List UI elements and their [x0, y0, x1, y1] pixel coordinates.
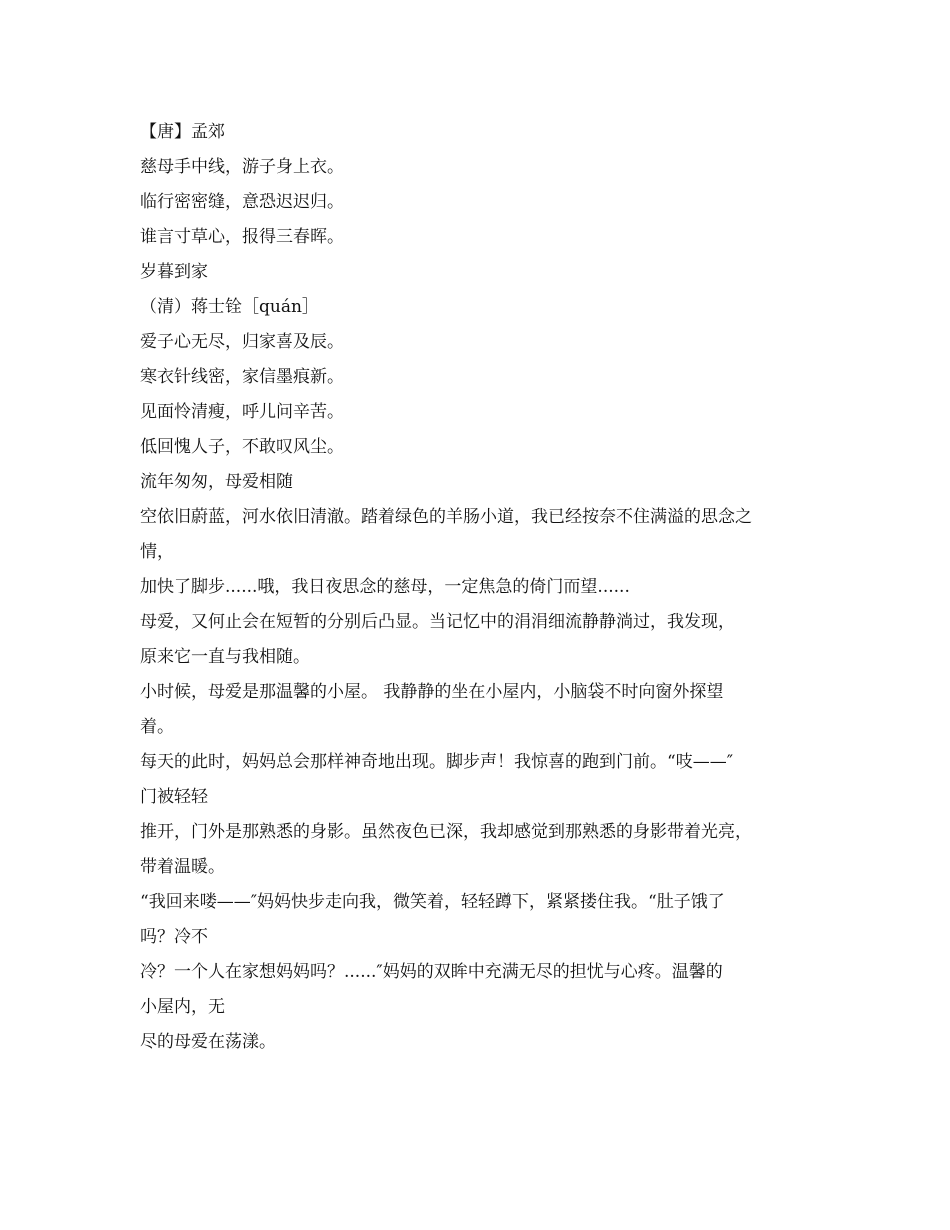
paragraph-line: 吗？冷不: [140, 927, 208, 947]
paragraph-line: 冷？一个人在家想妈妈吗？......″妈妈的双眸中充满无尽的担忧与心疼。温馨的: [140, 962, 723, 982]
document-body: [140, 115, 840, 1060]
poem-line-1: 爱子心无尽，归家喜及辰。: [140, 332, 344, 352]
paragraph-line: 情，: [140, 542, 174, 562]
poem-line-2: 寒衣针线密，家信墨痕新。: [140, 367, 344, 387]
paragraph-line: 母爱，又何止会在短暂的分别后凸显。当记忆中的涓涓细流静静淌过，我发现，: [140, 612, 735, 632]
paragraph-line: 空依旧蔚蓝，河水依旧清澈。踏着绿色的羊肠小道，我已经按奈不住满溢的思念之: [140, 507, 752, 527]
paragraph-line: 每天的此时，妈妈总会那样神奇地出现。脚步声！我惊喜的跑到门前。“吱——″: [140, 752, 734, 772]
paragraph-line: 加快了脚步......哦，我日夜思念的慈母，一定焦急的倚门而望......: [140, 577, 630, 597]
paragraph-line: 推开，门外是那熟悉的身影。虽然夜色已深，我却感觉到那熟悉的身影带着光亮，: [140, 822, 752, 842]
paragraph-line: 小时候，母爱是那温馨的小屋。 我静静的坐在小屋内，小脑袋不时向窗外探望: [140, 682, 724, 702]
paragraph-line: 尽的母爱在荡漾。: [140, 1032, 276, 1052]
poem-line-3: 谁言寸草心，报得三春晖。: [140, 227, 344, 247]
paragraph-line: “我回来喽——″妈妈快步走向我，微笑着，轻轻蹲下，紧紧搂住我。“肚子饿了: [140, 892, 725, 912]
paragraph-line: 门被轻轻: [140, 787, 208, 807]
poem-author-line: （清）蒋士铨［quán］: [140, 297, 319, 317]
paragraph-line: 带着温暖。: [140, 857, 225, 877]
poem-line-4: 低回愧人子，不敢叹风尘。: [140, 437, 344, 457]
essay-title: 流年匆匆，母爱相随: [140, 472, 293, 492]
paragraph-line: 原来它一直与我相随。: [140, 647, 310, 667]
poem-line-1: 慈母手中线，游子身上衣。: [140, 157, 344, 177]
poem-author-line: 【唐】孟郊: [140, 122, 225, 142]
poem-line-2: 临行密密缝，意恐迟迟归。: [140, 192, 344, 212]
paragraph-line: 着。: [140, 717, 174, 737]
paragraph-line: 小屋内，无: [140, 997, 225, 1017]
poem-line-3: 见面怜清瘦，呼儿问辛苦。: [140, 402, 344, 422]
poem-title: 岁暮到家: [140, 262, 208, 282]
